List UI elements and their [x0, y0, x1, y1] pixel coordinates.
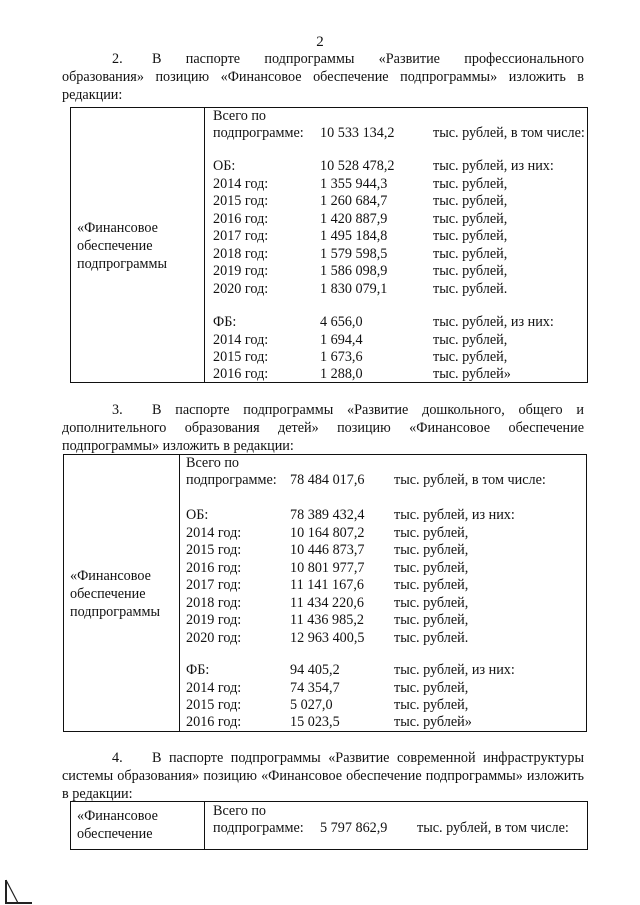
year-value: 11 141 167,6	[290, 577, 364, 593]
year-label: 2015 год:	[186, 542, 242, 558]
section-2-table	[70, 107, 588, 383]
year-unit: тыс. рублей.	[433, 280, 508, 297]
year-value: 1 586 098,9	[320, 263, 388, 279]
year-label: 2017 год:	[213, 228, 269, 244]
year-label: 2015 год:	[186, 697, 242, 713]
year-unit: тыс. рублей,	[394, 594, 469, 611]
year-label: 2015 год:	[213, 349, 269, 365]
year-value: 10 164 807,2	[290, 524, 365, 541]
section-3-paragraph	[62, 401, 584, 455]
section-4-table	[70, 801, 588, 850]
total-label: подпрограмме:	[186, 472, 277, 488]
year-label: 2019 год:	[213, 263, 269, 279]
fb-label: ФБ:	[213, 314, 237, 330]
year-value: 10 446 873,7	[290, 542, 365, 558]
fb-unit: тыс. рублей, из них:	[433, 314, 554, 330]
year-unit: тыс. рублей,	[433, 331, 508, 348]
year-value: 11 434 220,6	[290, 594, 364, 611]
table-label-line: «Финансовое	[77, 808, 158, 824]
table-label-line: обеспечение	[77, 826, 153, 842]
year-label: 2014 год:	[186, 679, 242, 696]
year-label: 2018 год:	[186, 594, 242, 611]
total-line-1: Всего по	[213, 108, 267, 124]
total-value: 78 484 017,6	[290, 472, 365, 488]
year-unit: тыс. рублей.	[394, 629, 469, 646]
year-unit: тыс. рублей,	[433, 175, 508, 192]
year-label: 2014 год:	[186, 524, 242, 541]
page-number: 2	[316, 34, 324, 50]
year-unit: тыс. рублей,	[394, 542, 469, 558]
section-2-text: В паспорте подпрограммы «Развитие профессионального образования» позицию «Финансовое обеспечение подпрограммы» изложить в редакции:	[62, 51, 584, 103]
table-label-line: «Финансовое	[77, 220, 158, 236]
table-label	[70, 567, 160, 621]
year-label: 2017 год:	[186, 577, 242, 593]
section-4-number: 4.	[112, 750, 123, 766]
table-label-line: подпрограммы	[70, 604, 160, 620]
table-values-cell	[182, 455, 586, 731]
ob-label: ОБ:	[213, 158, 236, 174]
year-label: 2019 год:	[186, 612, 242, 628]
table-label-cell	[71, 108, 205, 382]
year-label: 2016 год:	[213, 210, 269, 227]
total-unit: тыс. рублей, в том числе:	[394, 472, 546, 488]
section-2-paragraph	[62, 50, 584, 104]
year-label: 2020 год:	[186, 629, 242, 646]
year-label: 2016 год:	[186, 714, 242, 730]
year-label: 2020 год:	[213, 280, 269, 297]
year-value: 1 420 887,9	[320, 210, 388, 227]
table-label-line: обеспечение	[77, 238, 153, 254]
section-3-table	[63, 454, 587, 732]
table-label-cell	[64, 455, 180, 731]
year-label: 2016 год:	[213, 366, 269, 382]
year-unit: тыс. рублей,	[433, 193, 508, 209]
scan-corner-mark	[4, 878, 34, 905]
ob-unit: тыс. рублей, из них:	[433, 158, 554, 174]
year-unit: тыс. рублей,	[433, 349, 508, 365]
year-label: 2018 год:	[213, 245, 269, 262]
year-label: 2014 год:	[213, 175, 269, 192]
ob-value: 10 528 478,2	[320, 158, 395, 174]
ob-value: 78 389 432,4	[290, 507, 365, 523]
section-2-number: 2.	[112, 51, 123, 67]
year-value: 15 023,5	[290, 714, 340, 730]
fb-value: 4 656,0	[320, 314, 363, 330]
fb-value: 94 405,2	[290, 662, 340, 678]
year-value: 1 830 079,1	[320, 280, 388, 297]
table-label	[77, 807, 158, 843]
year-label: 2014 год:	[213, 331, 269, 348]
year-unit: тыс. рублей,	[394, 697, 469, 713]
section-4-text: В паспорте подпрограммы «Развитие современной инфраструктуры системы образования» позицию «Финансовое обеспечение подпрограммы» изложить в редакции:	[62, 750, 584, 802]
ob-unit: тыс. рублей, из них:	[394, 507, 515, 523]
total-value: 5 797 862,9	[320, 820, 388, 836]
table-label	[77, 219, 167, 273]
section-3-text: В паспорте подпрограммы «Развитие дошкольного, общего и дополнительного образования детей» позицию «Финансовое обеспечение подпрограммы» изложить в редакции:	[62, 402, 584, 454]
year-unit: тыс. рублей,	[394, 559, 469, 576]
fb-label: ФБ:	[186, 662, 210, 678]
year-unit: тыс. рублей,	[433, 263, 508, 279]
total-unit: тыс. рублей, в том числе:	[433, 125, 585, 141]
total-value: 10 533 134,2	[320, 125, 395, 141]
year-value: 74 354,7	[290, 679, 340, 696]
year-unit: тыс. рублей»	[394, 714, 472, 730]
section-4-paragraph	[62, 749, 584, 803]
year-value: 12 963 400,5	[290, 629, 365, 646]
year-unit: тыс. рублей,	[394, 524, 469, 541]
table-label-cell	[71, 802, 205, 849]
year-unit: тыс. рублей,	[433, 245, 508, 262]
year-value: 1 355 944,3	[320, 175, 388, 192]
total-label: подпрограмме:	[213, 125, 304, 141]
year-value: 1 260 684,7	[320, 193, 388, 209]
year-unit: тыс. рублей,	[394, 679, 469, 696]
year-unit: тыс. рублей,	[433, 228, 508, 244]
year-value: 1 694,4	[320, 331, 363, 348]
section-3-number: 3.	[112, 402, 123, 418]
year-label: 2015 год:	[213, 193, 269, 209]
table-label-line: подпрограммы	[77, 256, 167, 272]
year-value: 1 579 598,5	[320, 245, 388, 262]
year-value: 11 436 985,2	[290, 612, 364, 628]
year-value: 1 288,0	[320, 366, 363, 382]
year-value: 5 027,0	[290, 697, 333, 713]
total-line-1: Всего по	[186, 455, 240, 471]
year-label: 2016 год:	[186, 559, 242, 576]
fb-unit: тыс. рублей, из них:	[394, 662, 515, 678]
total-label: подпрограмме:	[213, 820, 304, 836]
year-unit: тыс. рублей,	[394, 577, 469, 593]
ob-label: ОБ:	[186, 507, 209, 523]
table-values-cell	[207, 802, 587, 849]
year-unit: тыс. рублей,	[394, 612, 469, 628]
table-label-line: обеспечение	[70, 586, 146, 602]
table-label-line: «Финансовое	[70, 568, 151, 584]
total-line-1: Всего по	[213, 803, 267, 819]
year-unit: тыс. рублей,	[433, 210, 508, 227]
year-value: 1 673,6	[320, 349, 363, 365]
year-value: 1 495 184,8	[320, 228, 388, 244]
year-value: 10 801 977,7	[290, 559, 365, 576]
table-values-cell	[207, 108, 587, 382]
year-unit: тыс. рублей»	[433, 366, 511, 382]
total-unit: тыс. рублей, в том числе:	[417, 820, 569, 836]
